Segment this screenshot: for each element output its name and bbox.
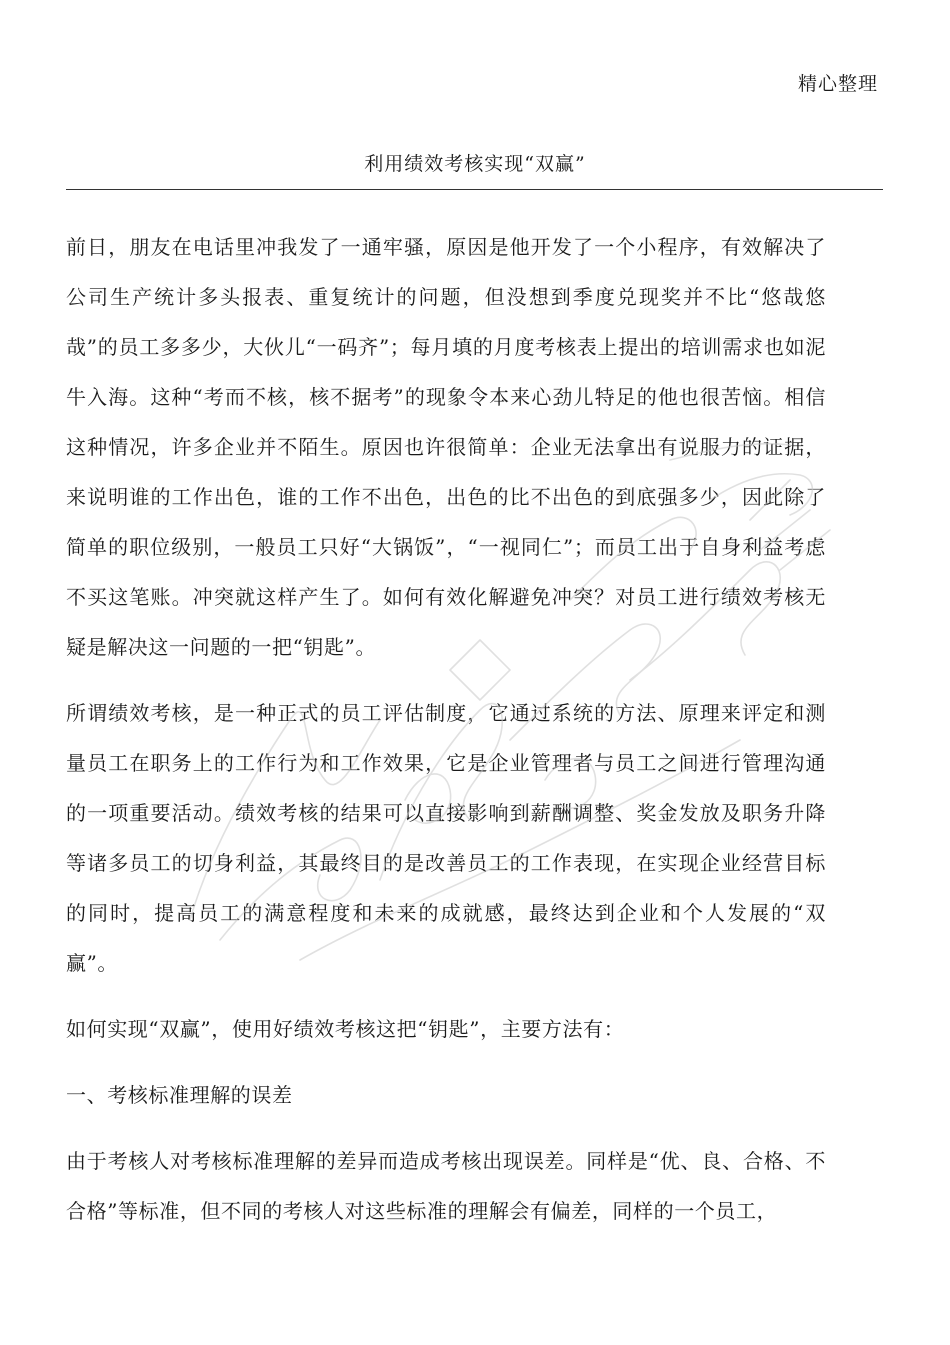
paragraph-definition: 所谓绩效考核，是一种正式的员工评估制度，它通过系统的方法、原理来评定和测量员工在职务上的工作行为和工作效果，它是企业管理者与员工之间进行管理沟通的一项重要活动。绩效考核的结果可以直接影响到薪酬调整、奖金发放及职务升降等诸多员工的切身利益，其最终目的是改善员工的工作表现，在实现企业经营目标的同时，提高员工的满意程度和未来的成就感，最终达到企业和个人发展的“双赢”。: [66, 701, 826, 975]
section-heading-1: 一、考核标准理解的误差: [66, 1083, 293, 1107]
paragraph-methods-lead: 如何实现“双赢”，使用好绩效考核这把“钥匙”，主要方法有：: [66, 1017, 625, 1041]
paragraph-intro: 前日，朋友在电话里冲我发了一通牢骚，原因是他开发了一个小程序，有效解决了公司生产统计多头报表、重复统计的问题，但没想到季度兑现奖并不比“悠哉悠哉”的员工多多少，大伙儿“一码齐”；每月填的月度考核表上提出的培训需求也如泥牛入海。这种“考而不核，核不据考”的现象令本来心劲儿特足的他也很苦恼。相信这种情况，许多企业并不陌生。原因也许很简单：企业无法拿出有说服力的证据，来说明谁的工作出色，谁的工作不出色，出色的比不出色的到底强多少，因此除了简单的职位级别，一般员工只好“大锅饭”，“一视同仁”；而员工出于自身利益考虑不买这笔账。冲突就这样产生了。如何有效化解避免冲突？对员工进行绩效考核无疑是解决这一问题的一把“钥匙”。: [66, 235, 826, 659]
title-divider: [66, 189, 883, 190]
document-body: [66, 222, 826, 1252]
paragraph-section-1: 由于考核人对考核标准理解的差异而造成考核出现误差。同样是“优、良、合格、不合格”等标准，但不同的考核人对这些标准的理解会有偏差，同样的一个员工，: [66, 1149, 826, 1223]
header-note: 精心整理: [797, 73, 878, 95]
document-title: 利用绩效考核实现“双赢”: [364, 153, 586, 175]
